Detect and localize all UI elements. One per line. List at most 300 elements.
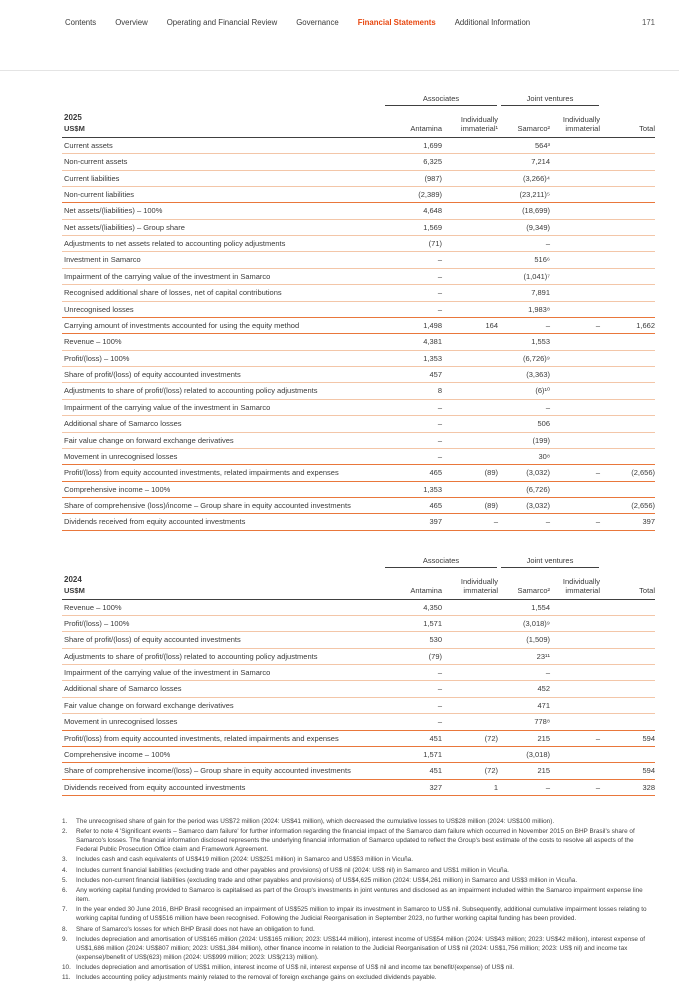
value-cell xyxy=(550,763,600,779)
footnote-number: 1. xyxy=(62,818,68,825)
table-row xyxy=(62,416,655,432)
footnote-number: 10. xyxy=(62,963,71,971)
value-cell: (3,018)⁹ xyxy=(498,615,550,631)
table-year-cell xyxy=(62,571,382,599)
value-cell xyxy=(600,681,655,697)
row-label: Movement in unrecognised losses xyxy=(62,714,382,730)
row-label: Unrecognised losses xyxy=(62,301,382,317)
footnote-text: Includes accounting policy adjustments mainly related to the removal of foreign exchange gains on excluded dividends payable. xyxy=(76,974,437,982)
row-label: Carrying amount of investments accounted for using the equity method xyxy=(62,317,382,333)
group-header-cell xyxy=(382,91,498,109)
value-cell xyxy=(600,481,655,497)
value-cell: (71) xyxy=(382,236,442,252)
value-cell: (6,726)⁹ xyxy=(498,350,550,366)
content-area xyxy=(0,27,679,983)
value-cell xyxy=(550,615,600,631)
page-number: 171 xyxy=(641,18,655,27)
top-navigation xyxy=(0,0,679,27)
table-row xyxy=(62,465,655,481)
value-cell xyxy=(600,697,655,713)
value-cell: (79) xyxy=(382,648,442,664)
footnote-text: Includes cash and cash equivalents of US$419 million (2024: US$251 million) in Samarco and US$53 million in Vicuña. xyxy=(76,856,413,864)
table-year-cell xyxy=(62,109,382,137)
value-cell xyxy=(550,252,600,268)
value-cell: 215 xyxy=(498,730,550,746)
footnote-number: 9. xyxy=(62,935,68,943)
value-cell: – xyxy=(382,697,442,713)
value-cell xyxy=(550,170,600,186)
group-header-cell xyxy=(498,553,600,571)
value-cell: 397 xyxy=(382,514,442,530)
value-cell: 506 xyxy=(498,416,550,432)
table-row xyxy=(62,154,655,170)
value-cell: – xyxy=(382,301,442,317)
unit-label: US$M xyxy=(64,586,85,596)
row-label: Fair value change on forward exchange derivatives xyxy=(62,697,382,713)
footnote-text: Share of Samarco's losses for which BHP Brasil does not have an obligation to fund. xyxy=(76,925,315,933)
value-cell xyxy=(600,448,655,464)
value-cell: – xyxy=(382,665,442,681)
header-divider xyxy=(0,70,679,71)
footnote-text: Includes depreciation and amortisation of US$165 million (2024: US$165 million; 2023: US$144 million), interest income of US$54 million (2024: US$43 million; 2023: US$42 million), interest expense of US$1,686 million (2024: US$807 million; 2023: US$1,384 million), other finance income in relation to the Judicial Reorganisation of US$ nil (2024: US$1,756 million; 2023: US$ nil) and income tax (expense)/benefit of US$(623) million (2024: US$999 million; 2023: US$(213) million). xyxy=(76,935,646,961)
row-label: Dividends received from equity accounted investments xyxy=(62,514,382,530)
value-cell xyxy=(600,599,655,615)
value-cell: 594 xyxy=(600,730,655,746)
value-cell: – xyxy=(550,730,600,746)
value-cell: (72) xyxy=(442,763,498,779)
value-cell xyxy=(442,219,498,235)
value-cell: – xyxy=(498,399,550,415)
value-cell xyxy=(550,350,600,366)
value-cell: 397 xyxy=(600,514,655,530)
value-cell: (2,656) xyxy=(600,465,655,481)
nav-item-additional-information[interactable]: Additional Information xyxy=(454,18,531,27)
column-header-samarco: Samarco² xyxy=(498,109,550,137)
value-cell xyxy=(442,714,498,730)
value-cell: – xyxy=(382,448,442,464)
value-cell: 7,214 xyxy=(498,154,550,170)
value-cell xyxy=(442,697,498,713)
row-label: Profit/(loss) – 100% xyxy=(62,615,382,631)
value-cell: 1,553 xyxy=(498,334,550,350)
table-row xyxy=(62,334,655,350)
row-label: Adjustments to share of profit/(loss) related to accounting policy adjustments xyxy=(62,648,382,664)
footnote-number: 8. xyxy=(62,925,68,933)
table-row xyxy=(62,203,655,219)
value-cell xyxy=(442,285,498,301)
nav-item-governance[interactable]: Governance xyxy=(296,18,339,27)
footnote-number: 6. xyxy=(62,887,68,895)
row-label: Impairment of the carrying value of the investment in Samarco xyxy=(62,665,382,681)
row-label: Revenue – 100% xyxy=(64,602,122,612)
table-row xyxy=(62,779,655,795)
value-cell xyxy=(600,383,655,399)
value-cell: 1,353 xyxy=(382,481,442,497)
value-cell: 1,571 xyxy=(382,615,442,631)
row-label: Movement in unrecognised losses xyxy=(62,448,382,464)
column-header-total: Total xyxy=(600,109,655,137)
value-cell xyxy=(442,170,498,186)
table-row xyxy=(62,746,655,762)
value-cell: 8 xyxy=(382,383,442,399)
value-cell xyxy=(442,268,498,284)
row-label: Current assets xyxy=(64,140,113,150)
row-label: Impairment of the carrying value of the investment in Samarco xyxy=(62,268,382,284)
row-label: Net assets/(liabilities) – Group share xyxy=(62,219,382,235)
table-row xyxy=(62,599,655,615)
footnote-number: 2. xyxy=(62,828,68,836)
value-cell: 1,699 xyxy=(423,140,442,150)
value-cell xyxy=(550,367,600,383)
footnotes-list xyxy=(62,818,655,983)
row-label: Fair value change on forward exchange derivatives xyxy=(62,432,382,448)
value-cell xyxy=(550,383,600,399)
row-label: Share of comprehensive (loss)/income – Group share in equity accounted investments xyxy=(62,498,382,514)
table-row xyxy=(62,170,655,186)
value-cell xyxy=(442,746,498,762)
value-cell xyxy=(600,203,655,219)
footnote-text: Includes current financial liabilities (excluding trade and other payables and provisions) of US$ nil (2024: US$ nil) in Samarco and US$1 million in Vicuña. xyxy=(76,866,509,874)
value-cell xyxy=(550,219,600,235)
value-cell: 23¹¹ xyxy=(498,648,550,664)
value-cell xyxy=(550,154,600,170)
table-row xyxy=(62,730,655,746)
value-cell xyxy=(550,746,600,762)
value-cell: 4,350 xyxy=(423,602,442,612)
value-cell: 564³ xyxy=(534,140,550,150)
value-cell: 215 xyxy=(498,763,550,779)
unit-label: US$M xyxy=(64,124,85,134)
value-cell xyxy=(442,481,498,497)
value-cell xyxy=(600,334,655,350)
value-cell xyxy=(600,170,655,186)
table-row xyxy=(62,615,655,631)
value-cell: 4,648 xyxy=(382,203,442,219)
column-header-antamina: Antamina xyxy=(382,109,442,137)
value-cell xyxy=(550,714,600,730)
row-label: Non-current liabilities xyxy=(62,186,382,202)
nav-links xyxy=(65,18,642,27)
value-cell xyxy=(442,432,498,448)
value-cell xyxy=(600,219,655,235)
value-cell: – xyxy=(550,514,600,530)
column-header-total: Total xyxy=(600,571,655,599)
column-header-samarco: Samarco² xyxy=(498,571,550,599)
value-cell: 1,662 xyxy=(600,317,655,333)
footnote-text: The unrecognised share of gain for the period was US$72 million (2024: US$41 million), which decreased the cumulative losses to US$28 million (2024: US$100 million). xyxy=(76,818,555,825)
value-cell xyxy=(442,301,498,317)
value-cell xyxy=(600,648,655,664)
table-row xyxy=(62,252,655,268)
table-row xyxy=(62,350,655,366)
value-cell xyxy=(600,746,655,762)
row-label: Adjustments to net assets related to accounting policy adjustments xyxy=(62,236,382,252)
value-cell xyxy=(442,186,498,202)
value-cell: (89) xyxy=(442,465,498,481)
value-cell xyxy=(550,432,600,448)
row-label: Share of profit/(loss) of equity accounted investments xyxy=(62,367,382,383)
value-cell xyxy=(600,236,655,252)
row-label: Comprehensive income – 100% xyxy=(62,481,382,497)
table-row xyxy=(62,481,655,497)
footnote-text: In the year ended 30 June 2016, BHP Brasil recognised an impairment of US$525 million to impair its investment in Samarco to US$ nil. Subsequently, additional cumulative impairment losses relating to working capital funding of US$516 million have been recognised. Following the Judicial Reorganisation in September 2023, no further working capital funding has been provided. xyxy=(76,906,647,923)
value-cell xyxy=(442,448,498,464)
value-cell: (18,699) xyxy=(498,203,550,219)
value-cell xyxy=(550,285,600,301)
value-cell: 451 xyxy=(382,763,442,779)
table-row xyxy=(62,432,655,448)
footnote xyxy=(62,906,655,924)
value-cell xyxy=(550,203,600,219)
value-cell xyxy=(550,334,600,350)
row-label: Dividends received from equity accounted investments xyxy=(62,779,382,795)
value-cell: 1,569 xyxy=(382,219,442,235)
value-cell: (3,032) xyxy=(498,465,550,481)
value-cell xyxy=(600,285,655,301)
value-cell: (6)¹⁰ xyxy=(498,383,550,399)
footnote xyxy=(62,856,655,865)
value-cell xyxy=(600,416,655,432)
table-row xyxy=(62,763,655,779)
group-header-total-spacer xyxy=(600,553,655,571)
value-cell xyxy=(600,186,655,202)
equity-table-current-year xyxy=(62,91,655,531)
value-cell xyxy=(442,599,498,615)
value-cell xyxy=(600,268,655,284)
value-cell: 1,571 xyxy=(382,746,442,762)
nav-item-overview[interactable]: Overview xyxy=(115,18,148,27)
row-label: Investment in Samarco xyxy=(62,252,382,268)
value-cell xyxy=(600,252,655,268)
table-row xyxy=(62,301,655,317)
value-cell: 516⁶ xyxy=(498,252,550,268)
value-cell: – xyxy=(498,514,550,530)
row-label: Adjustments to share of profit/(loss) related to accounting policy adjustments xyxy=(62,383,382,399)
footnote-number: 3. xyxy=(62,856,68,864)
value-cell: – xyxy=(382,285,442,301)
value-cell xyxy=(600,632,655,648)
value-cell xyxy=(550,448,600,464)
value-cell xyxy=(600,154,655,170)
value-cell xyxy=(550,648,600,664)
value-cell xyxy=(550,697,600,713)
row-label: Net assets/(liabilities) – 100% xyxy=(62,203,382,219)
value-cell: 1,353 xyxy=(382,350,442,366)
value-cell: (3,032) xyxy=(498,498,550,514)
table-row xyxy=(62,665,655,681)
value-cell xyxy=(550,632,600,648)
value-cell xyxy=(550,481,600,497)
table-row xyxy=(62,697,655,713)
value-cell: 1,983⁸ xyxy=(498,301,550,317)
value-cell: – xyxy=(382,416,442,432)
table-row xyxy=(62,514,655,530)
footnote-number: 11. xyxy=(62,974,71,982)
value-cell xyxy=(550,301,600,317)
value-cell: 4,381 xyxy=(382,334,442,350)
table-row xyxy=(62,317,655,333)
footnote-text: Includes depreciation and amortisation of US$1 million, interest income of US$ nil, interest expense of US$ nil and income tax benefit/(expense) of US$ nil. xyxy=(76,963,514,971)
value-cell xyxy=(550,681,600,697)
value-cell xyxy=(550,665,600,681)
footnote xyxy=(62,877,655,886)
group-header-cell xyxy=(498,91,600,109)
table-row xyxy=(62,681,655,697)
value-cell: 452 xyxy=(498,681,550,697)
value-cell xyxy=(442,399,498,415)
row-label: Recognised additional share of losses, net of capital contributions xyxy=(62,285,382,301)
value-cell: (3,363) xyxy=(498,367,550,383)
column-header-individually-immaterial: Individually immaterial xyxy=(550,109,600,137)
value-cell xyxy=(600,367,655,383)
value-cell: – xyxy=(550,779,600,795)
nav-item-contents[interactable]: Contents xyxy=(65,18,97,27)
value-cell: (89) xyxy=(442,498,498,514)
footnote xyxy=(62,974,655,983)
value-cell xyxy=(600,137,655,153)
value-cell xyxy=(442,648,498,664)
row-label: Revenue – 100% xyxy=(62,334,382,350)
footnote-text: Includes non-current financial liabilities (excluding trade and other payables and provisions) of US$4,625 million (2024: US$4,261 million) in Samarco and US$3 million in Vicuña. xyxy=(76,876,578,884)
value-cell xyxy=(442,154,498,170)
value-cell: (72) xyxy=(442,730,498,746)
group-header-joint-ventures: Joint ventures xyxy=(501,556,599,568)
equity-table-prior-year xyxy=(62,553,655,796)
value-cell xyxy=(442,252,498,268)
group-header-row xyxy=(62,553,655,571)
nav-item-financial-statements[interactable]: Financial Statements xyxy=(357,18,436,27)
footnote xyxy=(62,867,655,876)
equity-method-table-2025 xyxy=(62,91,655,531)
row-label: Non-current assets xyxy=(62,154,382,170)
table-row xyxy=(62,285,655,301)
footnote xyxy=(62,964,655,973)
table-row xyxy=(62,399,655,415)
value-cell: – xyxy=(382,252,442,268)
value-cell xyxy=(442,681,498,697)
value-cell: 7,891 xyxy=(498,285,550,301)
group-header-joint-ventures: Joint ventures xyxy=(501,94,599,106)
value-cell: 465 xyxy=(382,465,442,481)
value-cell xyxy=(600,301,655,317)
nav-item-operating-and-financial-review[interactable]: Operating and Financial Review xyxy=(166,18,278,27)
row-label: Additional share of Samarco losses xyxy=(62,416,382,432)
group-header-cell xyxy=(382,553,498,571)
year-label: 2024 xyxy=(64,575,82,585)
value-cell: – xyxy=(498,665,550,681)
table-row xyxy=(62,648,655,664)
value-cell: 328 xyxy=(600,779,655,795)
value-cell xyxy=(600,350,655,366)
row-label: Profit/(loss) from equity accounted investments, related impairments and expenses xyxy=(62,730,382,746)
year-label: 2025 xyxy=(64,113,82,123)
value-cell: 457 xyxy=(382,367,442,383)
value-cell xyxy=(442,367,498,383)
table-row xyxy=(62,236,655,252)
table-row xyxy=(62,383,655,399)
value-cell xyxy=(442,615,498,631)
value-cell: (987) xyxy=(382,170,442,186)
value-cell: 530 xyxy=(382,632,442,648)
value-cell: – xyxy=(442,514,498,530)
value-cell xyxy=(442,416,498,432)
group-header-spacer xyxy=(62,553,382,571)
table-row xyxy=(62,714,655,730)
table-row xyxy=(62,219,655,235)
table-row xyxy=(62,367,655,383)
value-cell: (23,211)⁵ xyxy=(498,186,550,202)
footnote xyxy=(62,818,655,827)
footnote-number: 7. xyxy=(62,906,68,914)
value-cell: (1,041)⁷ xyxy=(498,268,550,284)
value-cell: – xyxy=(498,317,550,333)
value-cell: – xyxy=(382,399,442,415)
value-cell xyxy=(600,714,655,730)
value-cell: (6,726) xyxy=(498,481,550,497)
value-cell xyxy=(550,137,600,153)
value-cell: 164 xyxy=(442,317,498,333)
value-cell: (199) xyxy=(498,432,550,448)
value-cell xyxy=(442,665,498,681)
column-header-antamina: Antamina xyxy=(382,571,442,599)
value-cell: 471 xyxy=(498,697,550,713)
row-label: Share of comprehensive income/(loss) – Group share in equity accounted investments xyxy=(62,763,382,779)
footnote xyxy=(62,887,655,905)
group-header-associates: Associates xyxy=(385,94,497,106)
column-header-row xyxy=(62,109,655,137)
value-cell: 6,325 xyxy=(382,154,442,170)
value-cell xyxy=(550,416,600,432)
row-label: Share of profit/(loss) of equity accounted investments xyxy=(62,632,382,648)
table-row xyxy=(62,498,655,514)
value-cell xyxy=(442,350,498,366)
row-label: Additional share of Samarco losses xyxy=(62,681,382,697)
value-cell: – xyxy=(498,779,550,795)
value-cell: (1,509) xyxy=(498,632,550,648)
row-label: Profit/(loss) from equity accounted investments, related impairments and expenses xyxy=(62,465,382,481)
footnote xyxy=(62,926,655,935)
column-header-individually-immaterial: Individually immaterial¹ xyxy=(442,109,498,137)
value-cell xyxy=(442,203,498,219)
value-cell: – xyxy=(382,681,442,697)
value-cell xyxy=(442,383,498,399)
footnote-text: Any working capital funding provided to Samarco is capitalised as part of the Group's investments in joint ventures and disclosed as an impairment included within the Samarco impairment expense line item. xyxy=(76,887,643,904)
value-cell: (9,349) xyxy=(498,219,550,235)
equity-method-table-2024 xyxy=(62,553,655,796)
row-label: Current liabilities xyxy=(62,170,382,186)
table-row xyxy=(62,632,655,648)
value-cell: – xyxy=(550,465,600,481)
value-cell xyxy=(600,399,655,415)
row-label: Comprehensive income – 100% xyxy=(62,746,382,762)
value-cell: 1,498 xyxy=(382,317,442,333)
row-label: Impairment of the carrying value of the investment in Samarco xyxy=(62,399,382,415)
footnote-number: 4. xyxy=(62,866,68,874)
value-cell: 327 xyxy=(382,779,442,795)
table-row xyxy=(62,448,655,464)
value-cell xyxy=(600,615,655,631)
footnote xyxy=(62,828,655,854)
table-row xyxy=(62,186,655,202)
value-cell xyxy=(600,432,655,448)
value-cell xyxy=(442,334,498,350)
value-cell xyxy=(600,665,655,681)
value-cell: 465 xyxy=(382,498,442,514)
group-header-row xyxy=(62,91,655,109)
value-cell: (3,018) xyxy=(498,746,550,762)
value-cell: 1,554 xyxy=(531,602,550,612)
table-row xyxy=(62,268,655,284)
